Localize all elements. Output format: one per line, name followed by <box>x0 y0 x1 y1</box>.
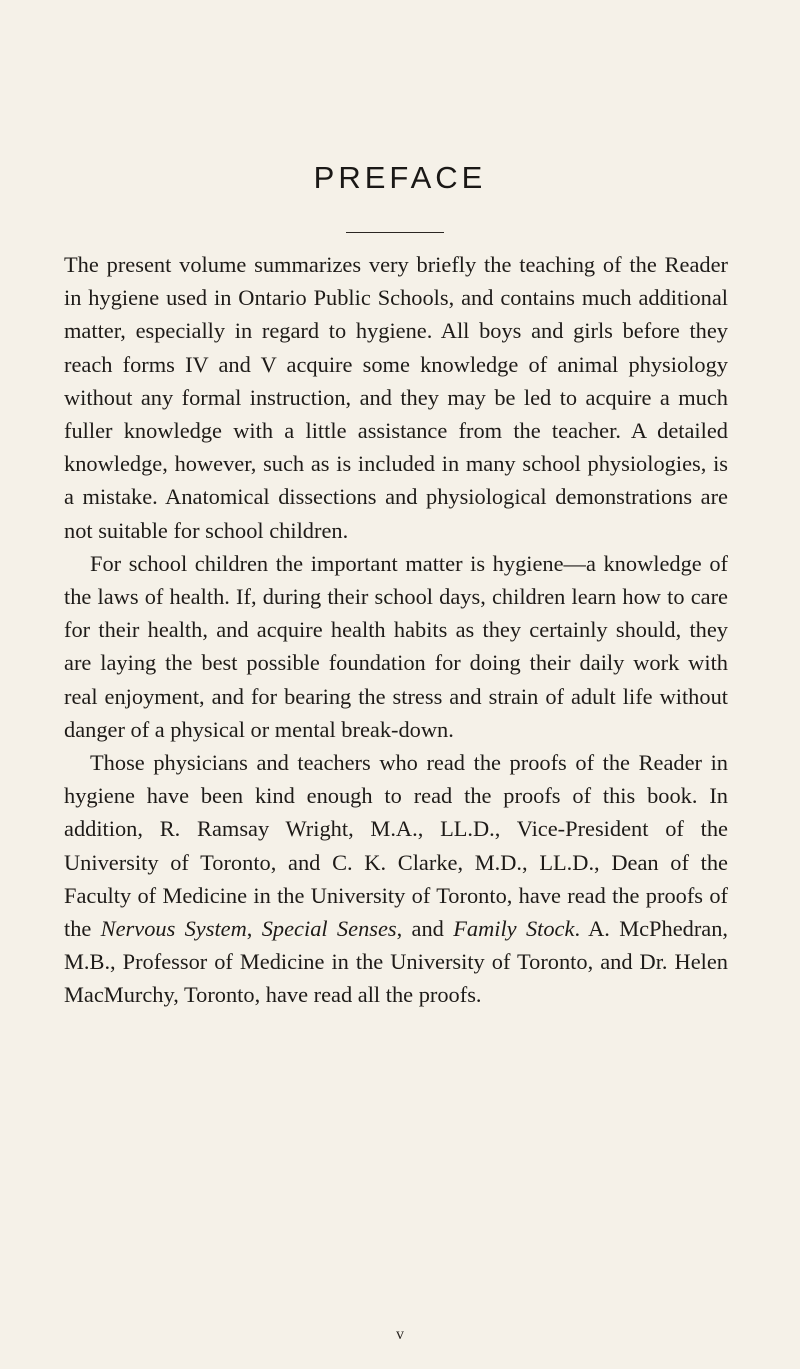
title-divider <box>346 232 444 233</box>
page-number: v <box>396 1326 404 1343</box>
paragraph-2: For school children the important matter is hygiene—a knowledge of the laws of health. If, during their school days, children learn how to care for their health, and acquire health habits as they certainly should, they are laying the best possible foundation for doing their daily work with real enjoyment, and for bearing the stress and strain of adult life without danger of a physical or mental break-down. <box>64 550 728 742</box>
page-title: PREFACE <box>313 160 487 195</box>
italic-title-special-senses: Special Senses <box>261 916 397 942</box>
paragraph-3-text-b: . A. McPhedran, M.B., Professor of Medicine in the University of Toronto, and Dr. Helen MacMurchy, Toronto, have read all the proofs. <box>64 916 729 1008</box>
preface-body <box>64 248 728 1012</box>
paragraph-3 <box>64 746 728 1012</box>
paragraph-3-separator-2: , and <box>396 916 454 942</box>
italic-title-family-stock: Family Stock <box>453 916 575 942</box>
italic-title-nervous-system: Nervous System <box>100 916 247 942</box>
paragraph-3-separator-1: , <box>246 916 262 942</box>
paragraph-1: The present volume summarizes very briefly the teaching of the Reader in hygiene used in Ontario Public Schools, and contains much additional matter, especially in regard to hygiene. All boys and girls before they reach forms IV and V acquire some knowledge of animal physiology without any formal instruction, and they may be led to acquire a much fuller knowledge with a little assistance from the teacher. A detailed knowledge, however, such as is included in many school physiologies, is a mistake. Anatomical dissections and physiological demonstrations are not suitable for school children. <box>64 252 728 543</box>
paragraph-3-text-a: Those physicians and teachers who read the proofs of the Reader in hygiene have been kind enough to read the proofs of this book. In addition, R. Ramsay Wright, M.A., LL.D., Vice-President of the University of Toronto, and C. K. Clarke, M.D., LL.D., Dean of the Faculty of Medicine in the University of Toronto, have read the proofs of the <box>64 750 728 942</box>
